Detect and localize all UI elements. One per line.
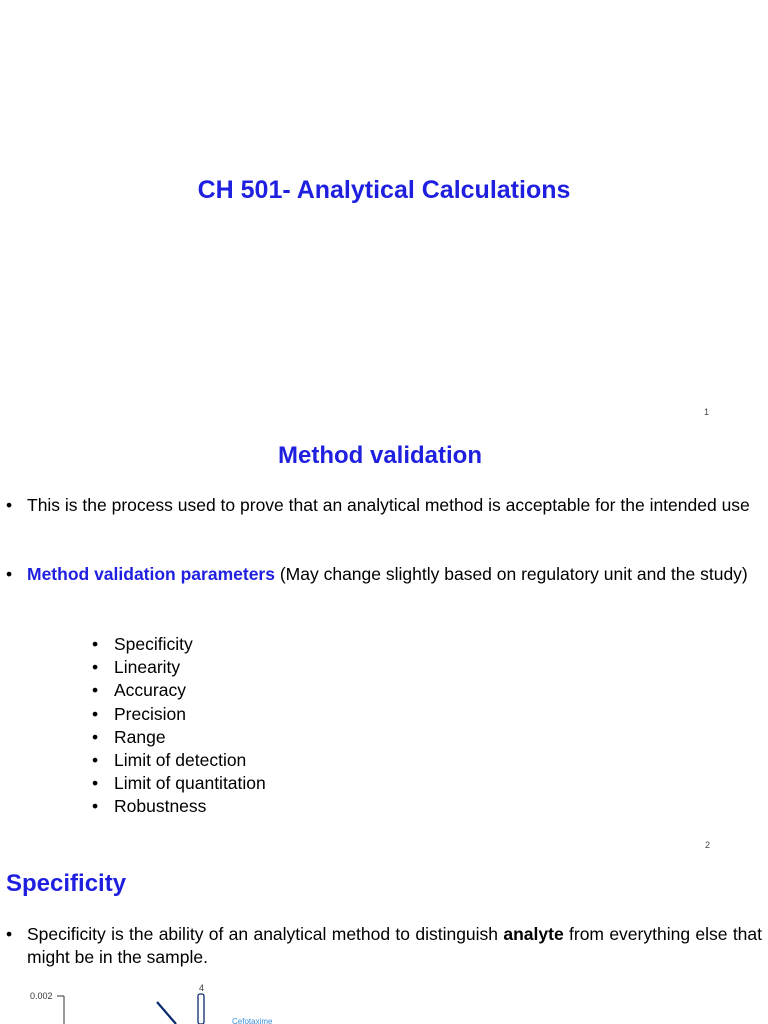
- parameters-list: [92, 633, 266, 819]
- bullet-post-text: from everything else that might be in the sample.: [27, 924, 763, 967]
- slide-1-page-number: 1: [704, 407, 710, 417]
- slide-2-title: Method validation: [278, 442, 482, 469]
- peak-label: 4: [199, 983, 205, 993]
- list-item: • Specificity: [92, 634, 193, 654]
- list-item-label: Limit of detection: [114, 750, 247, 771]
- peak-marker: [198, 994, 204, 1024]
- bullet-dot: •: [6, 495, 13, 515]
- bold-term: analyte: [503, 924, 564, 944]
- list-item: • Accuracy: [92, 680, 186, 701]
- list-item: • Range: [92, 726, 166, 747]
- bullet-text: This is the process used to prove that an analytical method is acceptable for the intended use: [27, 495, 750, 515]
- list-item-label: Linearity: [114, 657, 181, 678]
- bullet-text: [27, 923, 762, 969]
- bullet-pre-text: Specificity is the ability of an analytical method to distinguish: [27, 924, 504, 944]
- chromatogram-figure: [0, 980, 400, 1024]
- slide-2-page-number: 2: [705, 840, 711, 850]
- bullet-rest-text: (May change slightly based on regulatory unit and the study): [274, 564, 748, 584]
- y-tick-label: 0.002: [30, 991, 53, 1001]
- series-label: Cefotaxime: [232, 1017, 273, 1024]
- slide-1-title: CH 501- Analytical Calculations: [197, 176, 571, 204]
- bullet-text: [27, 563, 754, 586]
- list-item: • Robustness: [92, 796, 207, 817]
- slide-3-title: Specificity: [6, 870, 127, 897]
- list-item-label: Limit of quantitation: [114, 773, 266, 794]
- slide-2-bullet-2: [6, 563, 754, 586]
- list-item: • Limit of detection: [92, 750, 247, 771]
- list-item-label: Accuracy: [114, 680, 186, 701]
- list-item: • Limit of quantitation: [92, 773, 266, 794]
- bullet-dot: •: [6, 564, 13, 584]
- baseline-trace: [157, 1002, 176, 1024]
- bullet-dot: •: [6, 924, 13, 944]
- emphasis-text: Method validation parameters: [27, 564, 275, 584]
- list-item: • Linearity: [92, 657, 181, 678]
- list-item-label: Robustness: [114, 796, 207, 817]
- list-item-label: Precision: [114, 703, 186, 724]
- slide-3-bullet-1: [6, 923, 762, 969]
- slide-2-bullet-1: [6, 494, 754, 517]
- list-item-label: Specificity: [114, 634, 193, 654]
- list-item: • Precision: [92, 703, 186, 724]
- list-item-label: Range: [114, 726, 166, 747]
